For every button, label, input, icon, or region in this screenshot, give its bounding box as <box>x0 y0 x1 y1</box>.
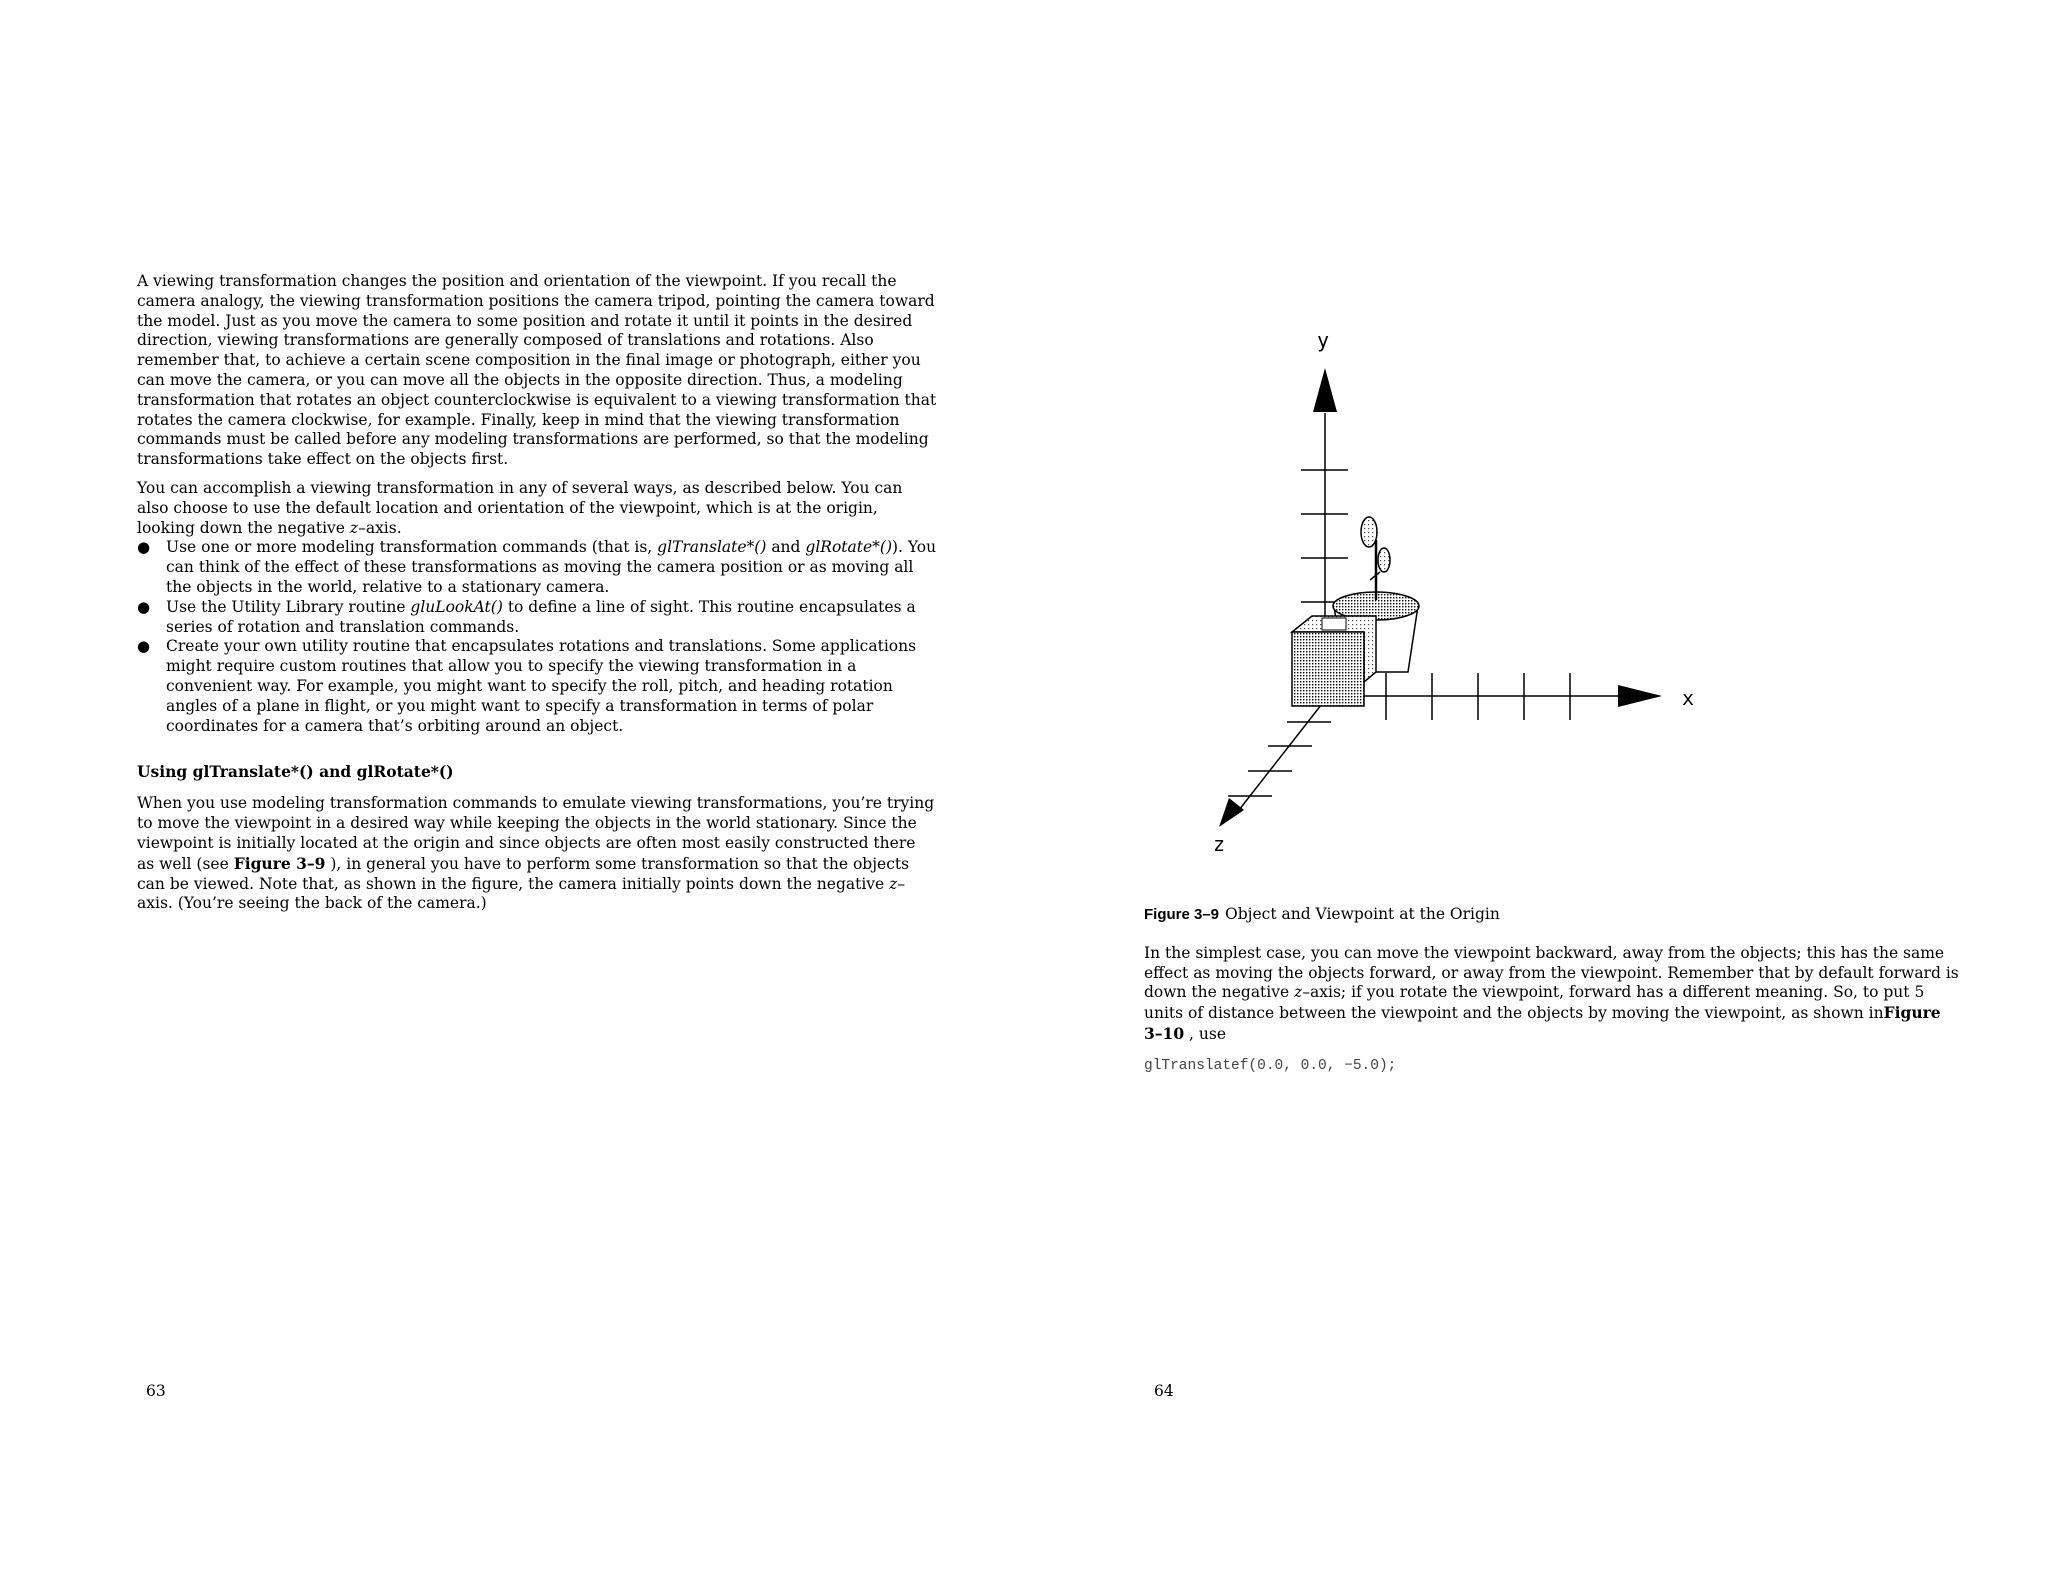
list-item <box>137 538 937 597</box>
bullet-icon: ● <box>137 538 151 557</box>
italic-z: z <box>1294 983 1303 1002</box>
text-run: –axis. <box>358 518 402 537</box>
figure-caption <box>1144 905 1964 925</box>
page-number: 63 <box>146 1382 166 1400</box>
section-heading: Using glTranslate*() and glRotate*() <box>137 762 454 782</box>
x-axis-label: x <box>1682 686 1695 710</box>
text-run: Use one or more modeling transformation commands (that is, <box>166 538 658 557</box>
figure-axes-diagram <box>1024 300 1744 870</box>
bullet-list <box>137 538 937 736</box>
camera-icon <box>1292 616 1376 706</box>
text-run: , use <box>1184 1024 1227 1043</box>
text-run: When you use modeling transformation commands to emulate viewing transformations, you’re trying to move the viewpoint in a desired way while keeping the objects in the world stationary. Since the viewpoint is initially located at the origin and since objects are often most easily constructed there as well (see <box>137 794 935 873</box>
paragraph-simplest-case <box>1144 944 1964 1045</box>
bullet-icon: ● <box>137 597 151 616</box>
bullet-icon: ● <box>137 637 151 656</box>
function-name: gluLookAt() <box>410 597 503 616</box>
text-run: –axis; if you rotate the viewpoint, forward has a different meaning. So, to put 5 units of distance between the viewpoint and the objects by moving the viewpoint, as shown in <box>1144 983 1925 1023</box>
code-sample: glTranslatef(0.0, 0.0, −5.0); <box>1144 1057 1397 1074</box>
x-axis-arrow-icon <box>1618 685 1662 707</box>
text-run: ). You can think of the effect of these transformations as moving the camera position or as moving all the objects in the world, relative to a stationary camera. <box>166 538 937 596</box>
text-run: Create your own utility routine that encapsulates rotations and translations. Some applications might require custom routines that allow you to specify the viewing transformation in a convenient way. For example, you might want to specify the roll, pitch, and heading rotation angles of a plane in flight, or you might want to specify a transformation in terms of polar coordinates for a camera that’s orbiting around an object. <box>166 637 917 735</box>
italic-z: z <box>349 518 359 537</box>
text-run: ), in general you have to perform some transformation so that the objects can be viewed. Note that, as shown in the figure, the camera initially points down the negative <box>137 854 910 893</box>
right-page <box>1024 0 2048 1582</box>
z-axis-arrow-icon <box>1219 798 1244 827</box>
function-name: glRotate*() <box>805 538 892 557</box>
y-axis-label: y <box>1317 328 1330 352</box>
left-column <box>137 272 937 923</box>
text-run: and <box>766 538 806 557</box>
list-item <box>137 598 937 638</box>
right-column <box>1144 905 1964 1077</box>
paragraph-accomplish <box>137 479 937 538</box>
z-axis-line <box>1239 700 1325 810</box>
text-run: Use the Utility Library routine <box>166 597 411 616</box>
text-run: to define a line of sight. This routine encapsulates a series of rotation and translation commands. <box>166 597 916 636</box>
list-item <box>137 637 937 736</box>
italic-z: z <box>889 874 898 893</box>
function-name: glTranslate*() <box>657 538 767 557</box>
page-number: 64 <box>1154 1382 1174 1400</box>
paragraph-viewing-transformation: A viewing transformation changes the position and orientation of the viewpoint. If you recall the camera analogy, the viewing transformation positions the camera tripod, pointing the camera toward the model. Just as you move the camera to some position and rotate it until it points in the desired direction, viewing transformations are generally composed of translations and rotations. Also remember that, to achieve a certain scene composition in the final image or photograph, either you can move the camera, or you can move all the objects in the opposite direction. Thus, a modeling transformation that rotates an object counterclockwise is equivalent to a viewing transformation that rotates the camera clockwise, for example. Finally, keep in mind that the viewing transformation commands must be called before any modeling transformations are performed, so that the modeling transformations take effect on the objects first. <box>137 272 937 469</box>
text-run: In the simplest case, you can move the viewpoint backward, away from the objects; this has the same effect as moving the objects forward, or away from the viewpoint. Remember that by default forward is down the negative <box>1144 943 1959 1002</box>
figure-caption-label: Figure 3–9 <box>1144 906 1220 923</box>
text-run: You can accomplish a viewing transformation in any of several ways, as described below. You can also choose to use the default location and orientation of the viewpoint, which is at the origin, looking down the negative <box>137 478 903 537</box>
figure-caption-text: Object and Viewpoint at the Origin <box>1225 905 1500 923</box>
figure-reference[interactable]: Figure 3–10 <box>1144 1003 1941 1043</box>
figure-reference[interactable]: Figure 3–9 <box>233 853 326 873</box>
text-run: –axis. (You’re seeing the back of the camera.) <box>137 874 906 913</box>
y-axis-arrow-icon <box>1313 368 1337 412</box>
paragraph-modeling-commands <box>137 794 937 914</box>
z-axis-label: z <box>1213 832 1226 856</box>
